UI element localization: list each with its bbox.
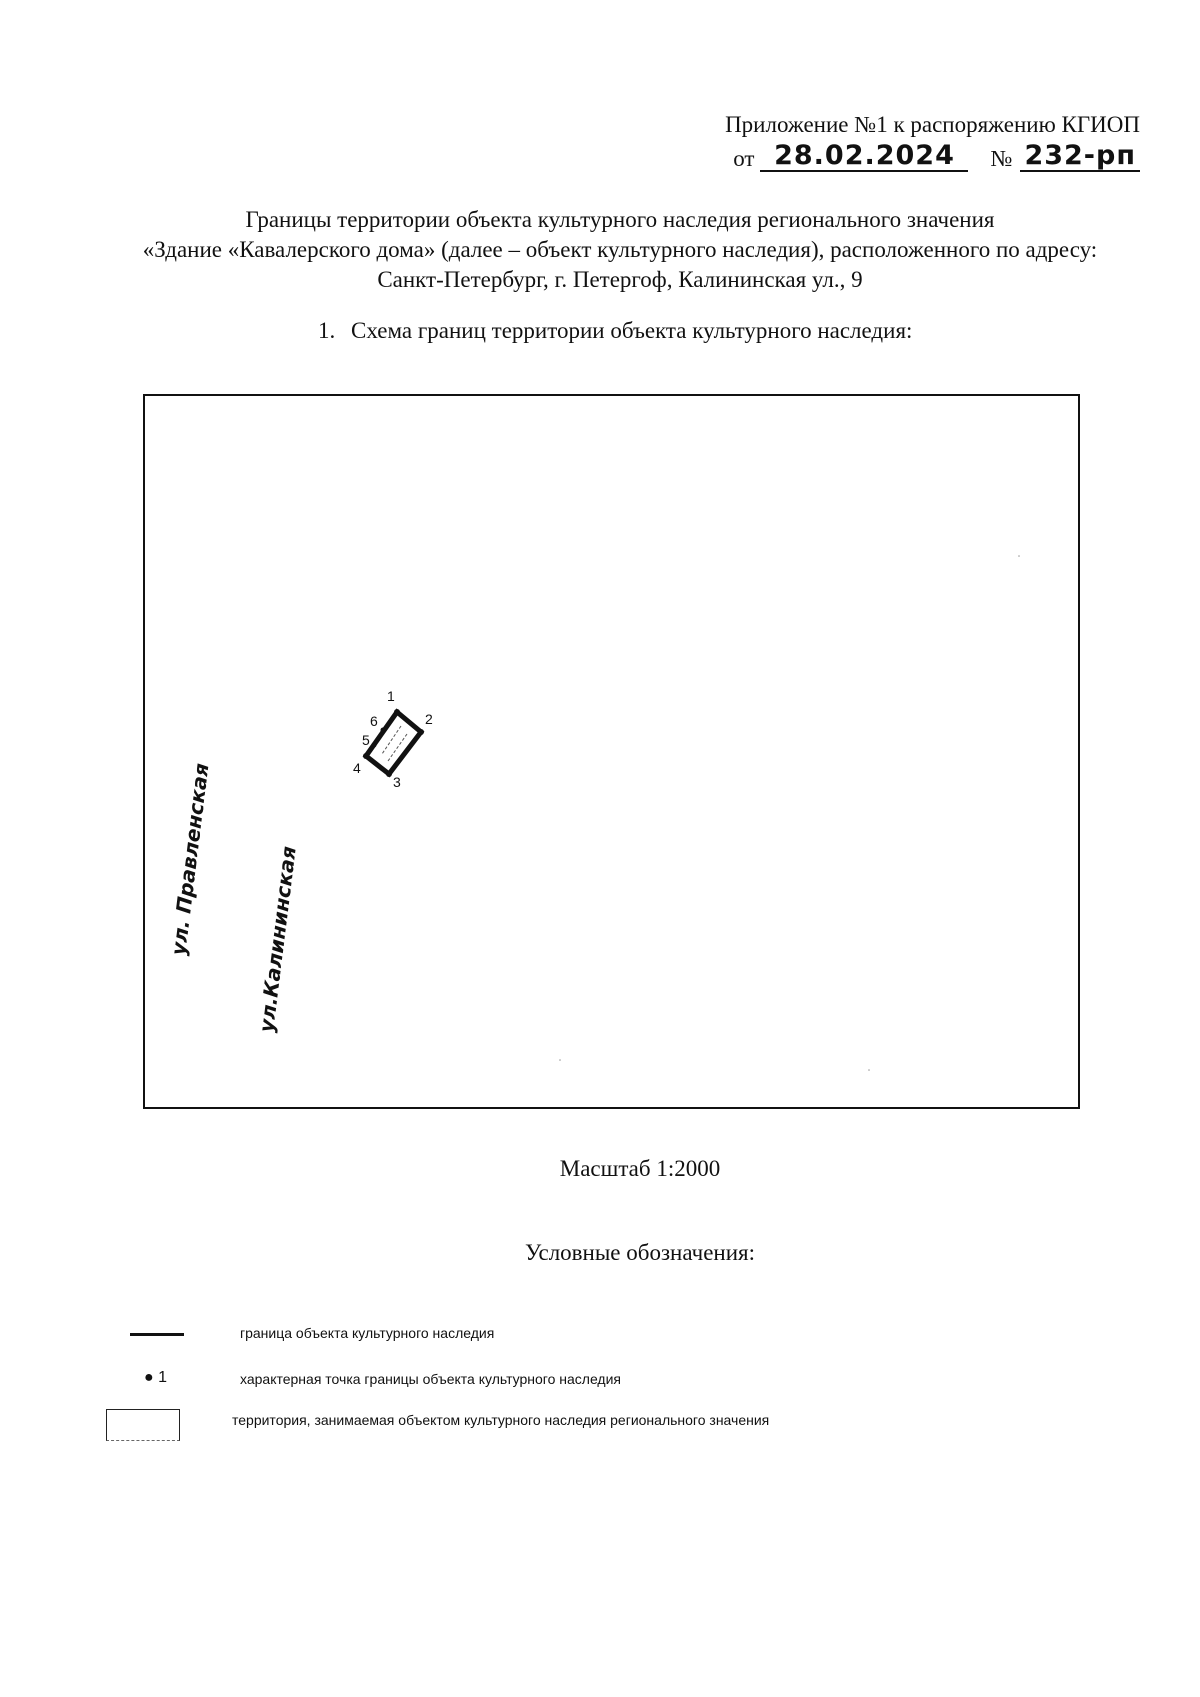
map-drawing bbox=[145, 396, 1078, 1107]
street-label-kalininskaya: ул.Калининская bbox=[254, 844, 301, 1034]
point-dot-icon: ● bbox=[144, 1369, 154, 1386]
point-label-6: 6 bbox=[370, 713, 378, 729]
document-title bbox=[60, 205, 1180, 295]
boundary-point-6 bbox=[381, 728, 386, 733]
date-prefix: от bbox=[733, 146, 755, 171]
legend-title: Условные обозначения: bbox=[524, 1240, 756, 1265]
point-label-5: 5 bbox=[362, 732, 370, 748]
section-number: 1. bbox=[318, 318, 336, 343]
boundary-point-5 bbox=[372, 743, 377, 748]
legend-line-symbol bbox=[130, 1333, 184, 1336]
legend-point-number: 1 bbox=[158, 1369, 168, 1386]
title-line-2: «Здание «Кавалерского дома» (далее – объект культурного наследия), расположенного по адресу: bbox=[142, 237, 1098, 262]
boundary-map bbox=[143, 394, 1080, 1109]
title-line-1: Границы территории объекта культурного наследия регионального значения bbox=[245, 207, 995, 232]
street-label-pravlenskaya: ул. Правленская bbox=[166, 761, 214, 957]
legend-item-territory: территория, занимаемая объектом культурного наследия регионального значения bbox=[232, 1412, 770, 1428]
boundary-point-2 bbox=[418, 729, 424, 735]
map-scale: Масштаб 1:2000 bbox=[559, 1156, 721, 1181]
legend-territory-symbol bbox=[106, 1409, 180, 1441]
section-text: Схема границ территории объекта культурного наследия: bbox=[351, 318, 913, 343]
legend-point-symbol bbox=[144, 1369, 167, 1387]
title-line-3: Санкт-Петербург, г. Петергоф, Калининская ул., 9 bbox=[377, 267, 863, 292]
boundary-point-4 bbox=[363, 753, 369, 759]
legend-item-point: характерная точка границы объекта культурного наследия bbox=[240, 1371, 621, 1387]
section-heading bbox=[318, 318, 912, 344]
legend-item-boundary: граница объекта культурного наследия bbox=[240, 1325, 495, 1341]
appendix-reference: Приложение №1 к распоряжению КГИОП bbox=[725, 112, 1140, 137]
point-label-2: 2 bbox=[425, 711, 433, 727]
order-date: 28.02.2024 bbox=[760, 142, 968, 172]
boundary-point-1 bbox=[394, 709, 400, 715]
point-label-1: 1 bbox=[387, 688, 395, 704]
boundary-point-3 bbox=[386, 771, 392, 777]
order-details bbox=[733, 142, 1140, 172]
point-label-3: 3 bbox=[393, 774, 401, 790]
order-number: 232-рп bbox=[1020, 142, 1140, 172]
number-prefix: № bbox=[990, 146, 1013, 171]
point-label-4: 4 bbox=[353, 760, 361, 776]
